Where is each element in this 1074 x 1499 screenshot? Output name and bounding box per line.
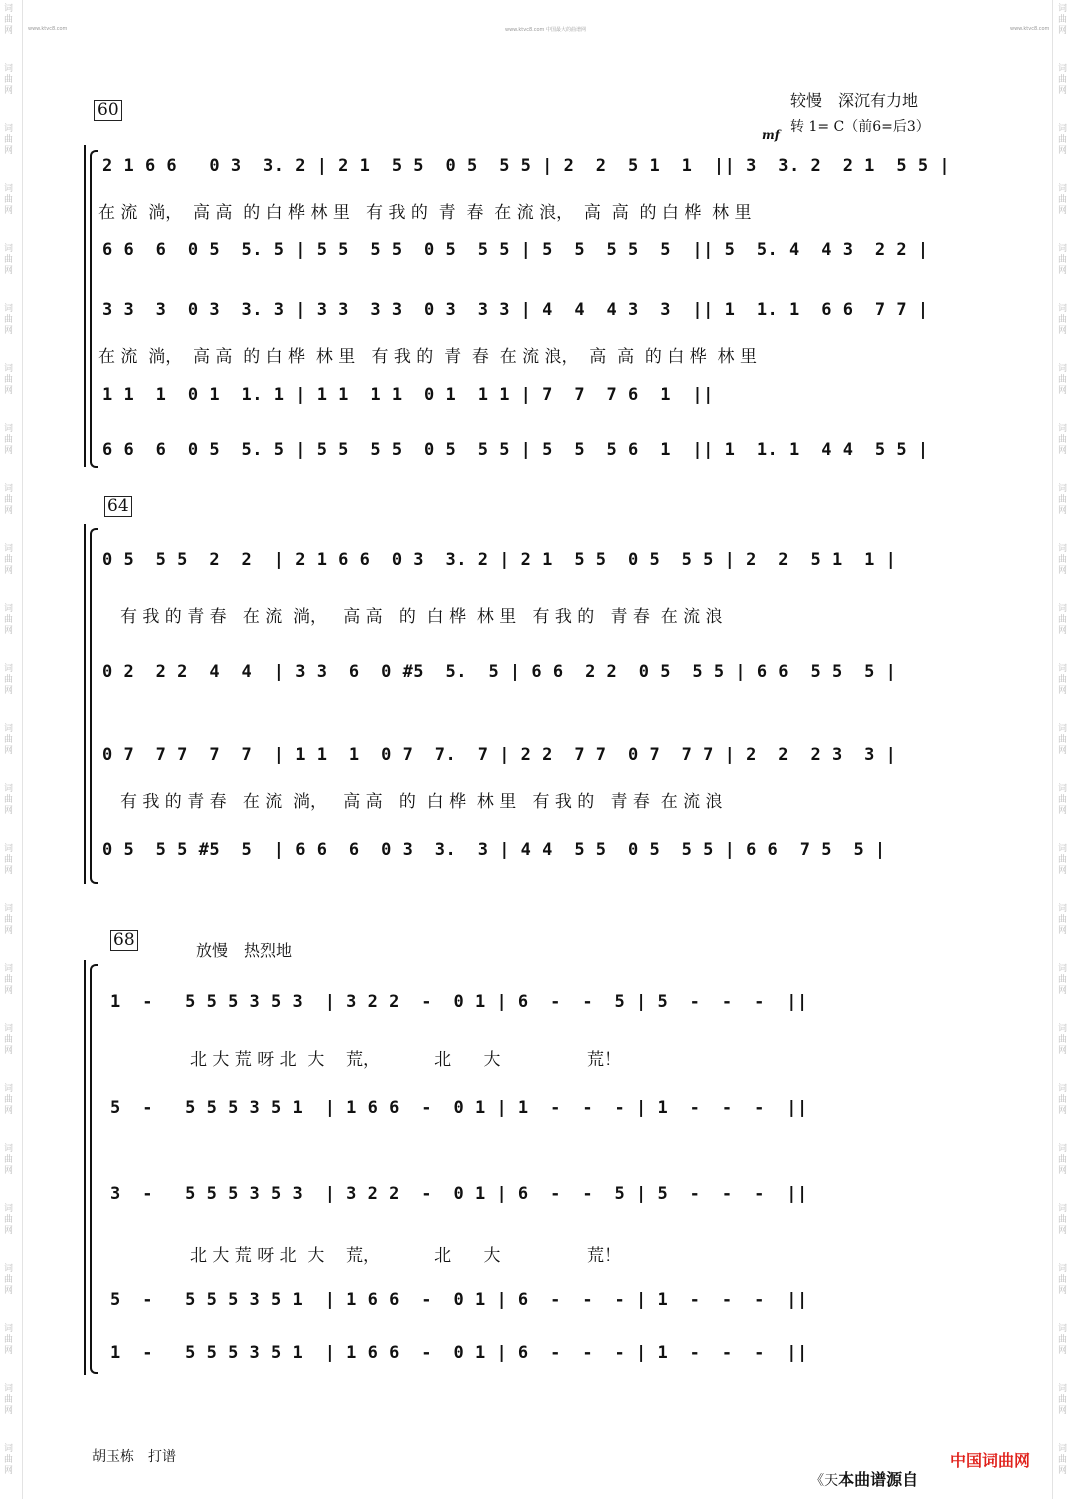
watermark-glyph-group: 词曲网 [4,544,14,576]
s3-row-2: 5 - 5 5 5 3 5 1 | 1 6 6 - 0 1 | 1 - - - | 1 - - - || [110,1098,808,1118]
system-1-brace [90,150,98,468]
typesetter-credit: 胡玉栋 打谱 [92,1449,176,1465]
s2-row-2: 0 2 2 2 4 4 | 3 3 6 0 #5 5. 5 | 6 6 2 2 0 5 5 5 | 6 6 5 5 5 | [102,662,897,682]
s2-row-3: 0 7 7 7 7 7 | 1 1 1 0 7 7. 7 | 2 2 7 7 0 7 7 7 | 2 2 2 3 3 | [102,745,897,765]
watermark-glyph-group: 词曲网 [4,604,14,636]
watermark-glyph-group: 词曲网 [1058,184,1068,216]
dynamic-mf-1: mf [762,128,780,142]
watermark-glyph-group: 词曲网 [1058,1384,1068,1416]
watermark-glyph-group: 词曲网 [4,484,14,516]
watermark-glyph-group: 词曲网 [4,664,14,696]
system-3-bracket [84,960,86,1375]
watermark-glyph-group: 词曲网 [1058,304,1068,336]
footer-source-label: 本曲谱源自 [838,1470,919,1489]
watermark-glyph-group: 词曲网 [1058,1144,1068,1176]
watermark-glyph-group: 词曲网 [4,244,14,276]
s2-lyric-1: 有 我 的 青 春 在 流 淌， 高 高 的 白 桦 林 里 有 我 的 青 春 在 流 浪 [120,607,723,627]
watermark-glyph-group: 词曲网 [1058,484,1068,516]
header-left-url: www.ktvc8.com [28,26,68,32]
s2-row-1: 0 5 5 5 2 2 | 2 1 6 6 0 3 3. 2 | 2 1 5 5 0 5 5 5 | 2 2 5 1 1 | [102,550,897,570]
watermark-glyph-group: 词曲网 [1058,1324,1068,1356]
measure-number-64: 64 [104,496,132,517]
watermark-glyph-group: 词曲网 [1058,784,1068,816]
watermark-glyph-group: 词曲网 [4,4,14,36]
s3-row-5: 1 - 5 5 5 3 5 1 | 1 6 6 - 0 1 | 6 - - - | 1 - - - || [110,1343,808,1363]
system-1-bracket [84,145,86,467]
watermark-glyph-group: 词曲网 [1058,904,1068,936]
s1-lyric-1: 在 流 淌， 高 高 的 白 桦 林 里 有 我 的 青 春 在 流 浪， 高 高 的 白 桦 林 里 [98,203,752,223]
watermark-glyph-group: 词曲网 [4,1444,14,1476]
watermark-glyph-group: 词曲网 [1058,364,1068,396]
watermark-glyph-group: 词曲网 [4,184,14,216]
system-2-brace [90,528,98,884]
header-center-text: www.ktvc8.com 中国最大的曲谱网 [505,27,587,33]
watermark-glyph-group: 词曲网 [4,1024,14,1056]
s1-row-2: 6 6 6 0 5 5. 5 | 5 5 5 5 0 5 5 5 | 5 5 5 5 5 || 5 5. 4 4 3 2 2 | [102,240,929,260]
watermark-glyph-group: 词曲网 [1058,544,1068,576]
s2-row-4: 0 5 5 5 #5 5 | 6 6 6 0 3 3. 3 | 4 4 5 5 0 5 5 5 | 6 6 7 5 5 | [102,840,886,860]
s3-lyric-2: 北 大 荒 呀 北 大 荒， 北 大 荒！ [190,1246,621,1266]
watermark-glyph-group: 词曲网 [4,784,14,816]
left-margin-line [22,0,23,1499]
watermark-glyph-group: 词曲网 [4,724,14,756]
watermark-glyph-group: 词曲网 [4,424,14,456]
watermark-glyph-group: 词曲网 [4,64,14,96]
tempo-marking-1: 较慢 深沉有力地 [790,91,919,110]
s1-row-4: 1 1 1 0 1 1. 1 | 1 1 1 1 0 1 1 1 | 7 7 7 6 1 || [102,385,714,405]
watermark-glyph-group: 词曲网 [1058,124,1068,156]
watermark-glyph-group: 词曲网 [1058,1444,1068,1476]
s1-row-3: 3 3 3 0 3 3. 3 | 3 3 3 3 0 3 3 3 | 4 4 4 3 3 || 1 1. 1 6 6 7 7 | [102,300,929,320]
watermark-glyph-group: 词曲网 [1058,244,1068,276]
watermark-glyph-group: 词曲网 [1058,724,1068,756]
s3-row-1: 1 - 5 5 5 3 5 3 | 3 2 2 - 0 1 | 6 - - 5 | 5 - - - || [110,992,808,1012]
s1-lyric-2: 在 流 淌， 高 高 的 白 桦 林 里 有 我 的 青 春 在 流 浪， 高 高 的 白 桦 林 里 [98,347,757,367]
watermark-glyph-group: 词曲网 [4,1084,14,1116]
s1-row-5: 6 6 6 0 5 5. 5 | 5 5 5 5 0 5 5 5 | 5 5 5 6 1 || 1 1. 1 4 4 5 5 | [102,440,929,460]
header-right-url: www.ktvc8.com [1010,26,1050,32]
s2-lyric-2: 有 我 的 青 春 在 流 淌， 高 高 的 白 桦 林 里 有 我 的 青 春 在 流 浪 [120,792,723,812]
watermark-glyph-group: 词曲网 [4,964,14,996]
s3-row-4: 5 - 5 5 5 3 5 1 | 1 6 6 - 0 1 | 6 - - - | 1 - - - || [110,1290,808,1310]
watermark-glyph-group: 词曲网 [1058,4,1068,36]
watermark-glyph-group: 词曲网 [1058,1204,1068,1236]
watermark-glyph-group: 词曲网 [4,1384,14,1416]
watermark-glyph-group: 词曲网 [4,1264,14,1296]
watermark-glyph-group: 词曲网 [1058,1024,1068,1056]
s3-row-3: 3 - 5 5 5 3 5 3 | 3 2 2 - 0 1 | 6 - - 5 | 5 - - - || [110,1184,808,1204]
watermark-glyph-group: 词曲网 [4,124,14,156]
measure-number-68: 68 [110,930,138,951]
watermark-glyph-group: 词曲网 [1058,1084,1068,1116]
watermark-glyph-group: 词曲网 [1058,844,1068,876]
key-change: 转 1= C（前6=后3） [790,119,930,135]
tempo-marking-2: 放慢 热烈地 [196,941,293,960]
s3-lyric-1: 北 大 荒 呀 北 大 荒， 北 大 荒！ [190,1050,621,1070]
footer-source [800,1448,918,1490]
watermark-glyph-group: 词曲网 [4,1144,14,1176]
watermark-glyph-group: 词曲网 [4,844,14,876]
watermark-glyph-group: 词曲网 [4,1324,14,1356]
watermark-glyph-group: 词曲网 [4,904,14,936]
watermark-glyph-group: 词曲网 [4,304,14,336]
watermark-glyph-group: 词曲网 [1058,1264,1068,1296]
system-3-brace [90,964,98,1374]
watermark-glyph-group: 词曲网 [1058,604,1068,636]
measure-number-60: 60 [94,100,122,121]
watermark-glyph-group: 词曲网 [1058,664,1068,696]
watermark-glyph-group: 词曲网 [1058,964,1068,996]
watermark-glyph-group: 词曲网 [4,1204,14,1236]
footer-source-prefix: 《天 [810,1473,839,1489]
watermark-glyph-group: 词曲网 [1058,424,1068,456]
s1-row-1: 2 1 6 6 0 3 3. 2 | 2 1 5 5 0 5 5 5 | 2 2 5 1 1 || 3 3. 2 2 1 5 5 | [102,156,951,176]
watermark-glyph-group: 词曲网 [4,364,14,396]
footer-site-link[interactable]: 中国词曲网 [950,1451,1031,1470]
right-margin-line [1052,0,1053,1499]
watermark-glyph-group: 词曲网 [1058,64,1068,96]
system-2-bracket [84,524,86,884]
